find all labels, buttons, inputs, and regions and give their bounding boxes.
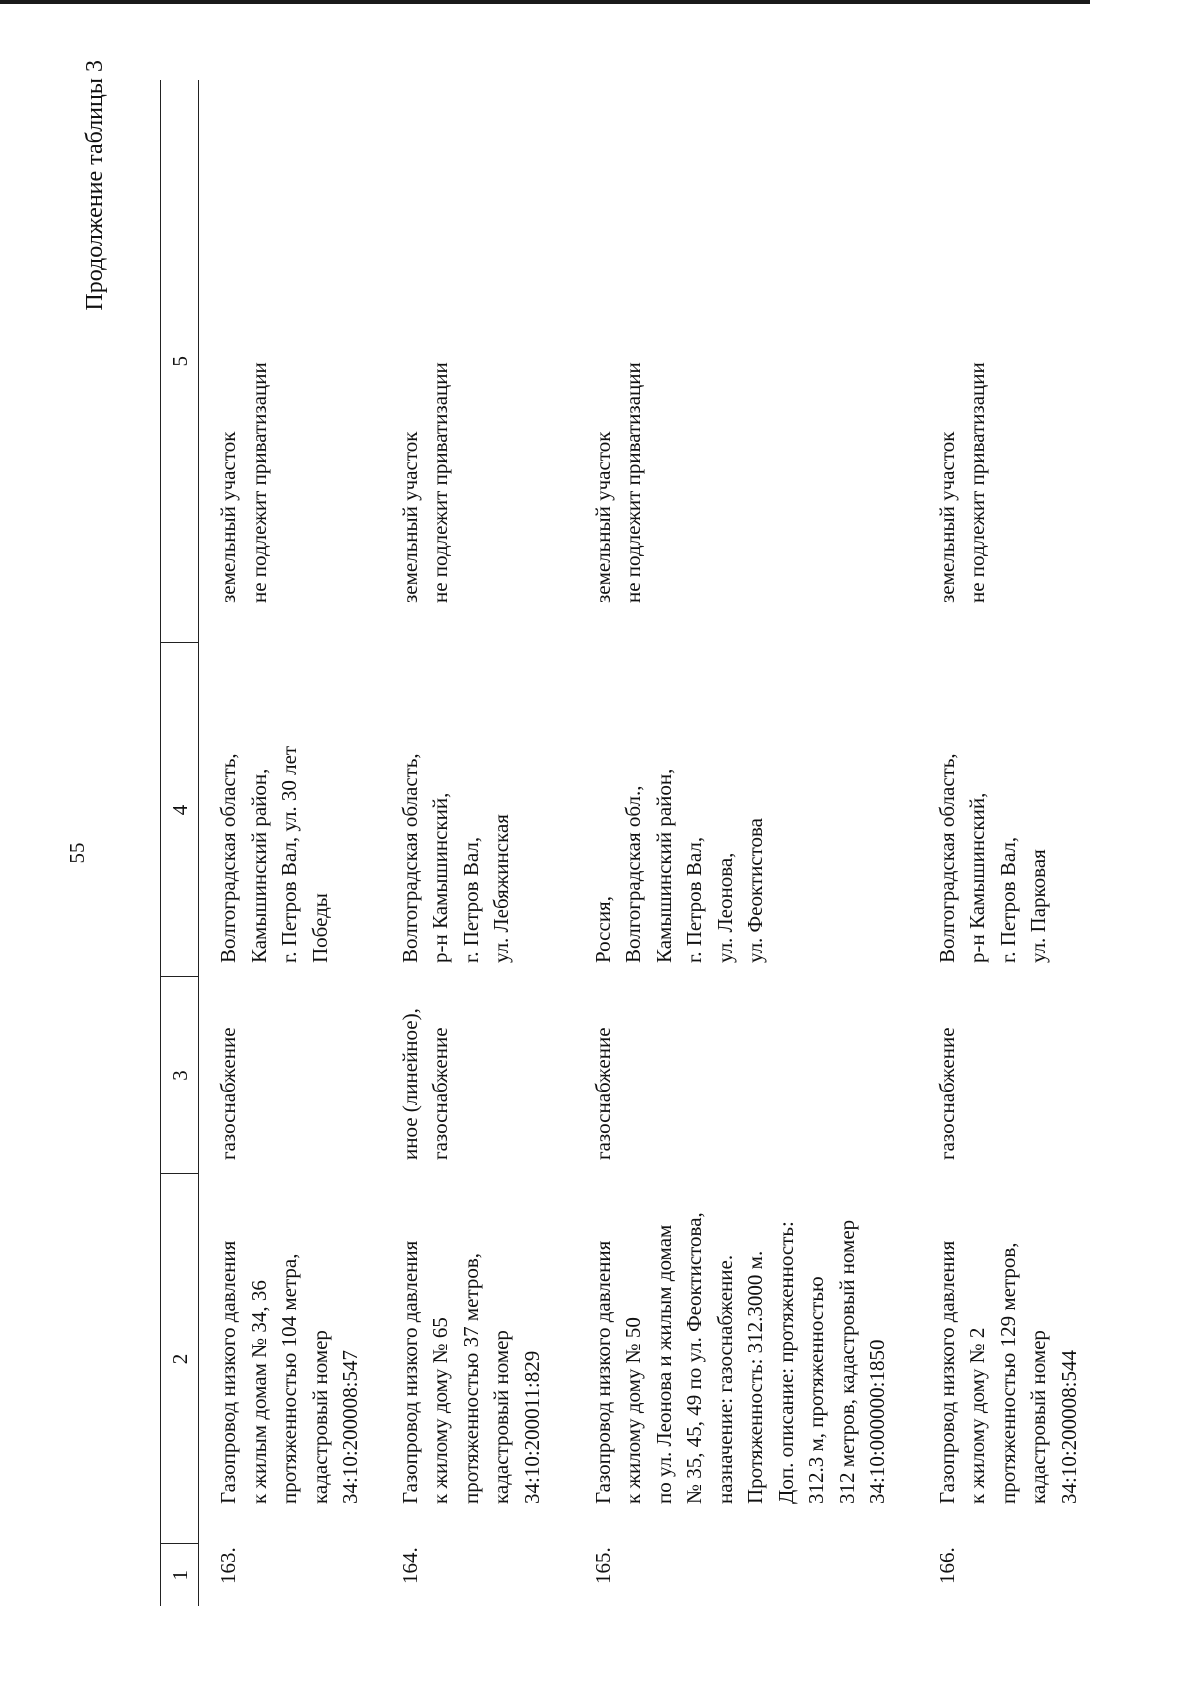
object-name: Газопровод низкого давления к жилому дому № 65 протяженностью 37 метров, кадастровый номер 34:10:200011:829 — [397, 1240, 544, 1504]
column-header: 1 — [161, 1544, 199, 1606]
row-number: 164. — [397, 1547, 422, 1584]
table-row — [574, 80, 918, 1606]
property-table — [160, 80, 1118, 1606]
column-header: 3 — [161, 977, 199, 1174]
object-address: Волгоградская область, Камышинский район, г. Петров Вал, ул. 30 лет Победы — [216, 745, 332, 963]
table-caption: Продолжение таблицы 3 — [82, 60, 108, 311]
object-purpose: газоснабжение — [934, 1027, 959, 1160]
object-note: земельный участок не подлежит приватизации — [934, 362, 989, 603]
row-number: 163. — [216, 1547, 240, 1584]
row-number: 165. — [590, 1547, 615, 1584]
object-address: Волгоградская область, р-н Камышинский, г. Петров Вал, ул. Лебяжинская — [397, 753, 513, 963]
object-purpose: газоснабжение — [216, 1027, 240, 1160]
object-note: земельный участок не подлежит приватизации — [590, 362, 645, 603]
object-name: Газопровод низкого давления к жилому дому № 2 протяженностью 129 метров, кадастровый номер 34:10:200008:544 — [934, 1240, 1081, 1504]
column-header: 4 — [161, 643, 199, 977]
header-row — [161, 80, 199, 1606]
object-address: Россия, Волгоградская обл., Камышинский район, г. Петров Вал, ул. Леонова, ул. Феоктистова — [590, 768, 767, 963]
object-name: Газопровод низкого давления к жилому дому № 50 по ул. Леонова и жилым домам № 35, 45, 49 по ул. Феоктистова, назначение: газоснабжение. Протяженность: 312.3000 м. Доп. описание: протяженность: 312.3 м, протяженностью 312 метров, кадастровый номер 34:10:000000:1850 — [590, 1212, 889, 1504]
table-row — [918, 80, 1118, 1606]
column-header: 5 — [161, 80, 199, 643]
table-row — [199, 80, 381, 1606]
object-note: земельный участок не подлежит приватизации — [216, 362, 271, 603]
object-purpose: иное (линейное), газоснабжение — [397, 1008, 452, 1160]
object-purpose: газоснабжение — [590, 1027, 615, 1160]
page-number: 55 — [65, 842, 89, 864]
object-address: Волгоградская область, р-н Камышинский, г. Петров Вал, ул. Парковая — [934, 753, 1050, 963]
table-row — [381, 80, 574, 1606]
object-note: земельный участок не подлежит приватизации — [397, 362, 452, 603]
object-name: Газопровод низкого давления к жилым домам № 34, 36 протяженностью 104 метра, кадастровый номер 34:10:200008:547 — [216, 1240, 362, 1504]
row-number: 166. — [934, 1547, 959, 1584]
column-header: 2 — [161, 1174, 199, 1544]
